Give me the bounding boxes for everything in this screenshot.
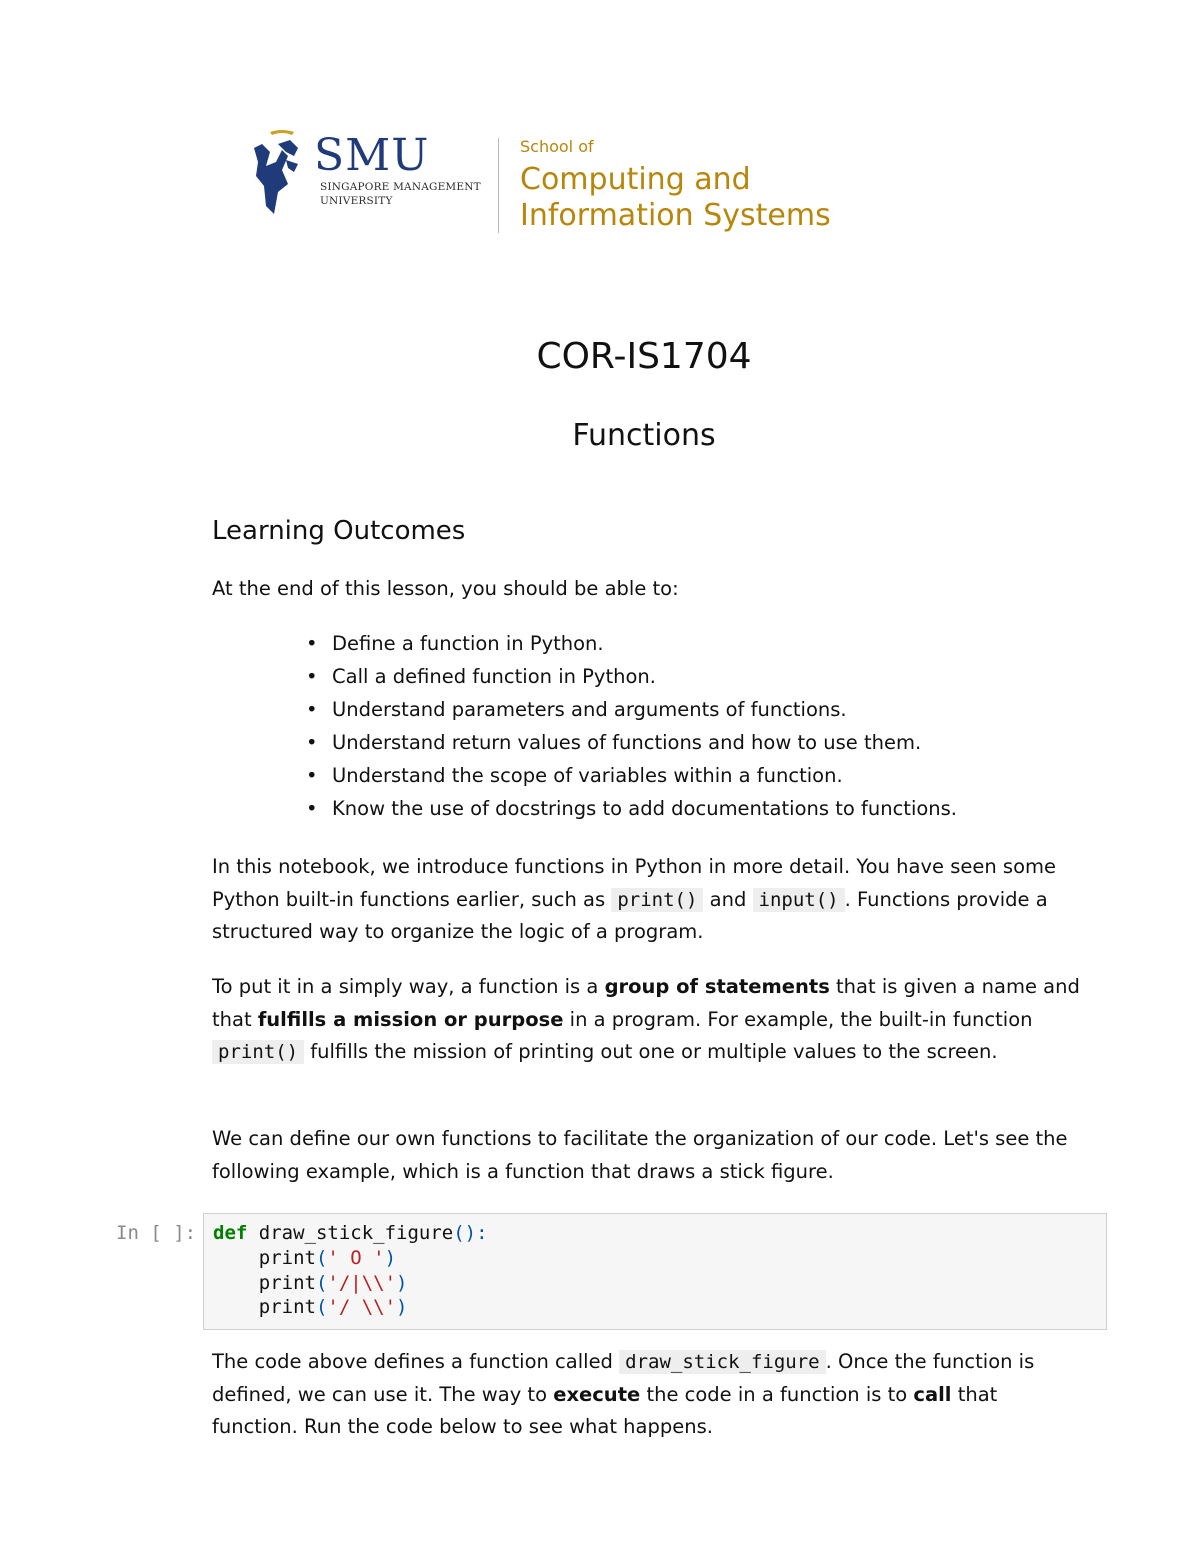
paragraph-calling-function: The code above defines a function called draw_stick_figure . Once the function is defined, we can use it. The way to execute the code in a function is to call that function. Run the code below to see what happens.	[212, 1350, 1035, 1438]
list-item: • Understand parameters and arguments of functions.	[300, 693, 957, 726]
code-line-1: def draw_stick_figure():	[213, 1222, 488, 1244]
list-item: • Call a defined function in Python.	[300, 660, 957, 693]
topic-title: Functions	[572, 418, 716, 453]
code-line-3: print('/|\\')	[213, 1272, 408, 1294]
paragraph-intro-functions: In this notebook, we introduce functions in Python in more detail. You have seen some Python built-in functions earlier, such as print() and input() . Functions provide a structured way to organize the logic of a program.	[212, 855, 1057, 943]
inline-code-print: print()	[611, 888, 703, 912]
list-item: • Know the use of docstrings to add documentations to functions.	[300, 792, 957, 825]
paragraph-function-definition: To put it in a simply way, a function is a group of statements that is given a name and that fulfills a mission or purpose in a program. For example, the built-in function print() fulfills the mission of printing out one or multiple values to the screen.	[212, 975, 1080, 1063]
list-item: • Understand the scope of variables within a function.	[300, 759, 957, 792]
logo-divider	[498, 138, 499, 233]
logo-banner	[248, 118, 848, 238]
code-line-4: print('/ \\')	[213, 1296, 408, 1318]
paragraph-own-functions: We can define our own functions to facilitate the organization of our code. Let's see the following example, which is a function that draws a stick figure.	[212, 1127, 1068, 1183]
bold-group-of-statements: group of statements	[604, 975, 830, 998]
list-item: • Define a function in Python.	[300, 627, 957, 660]
smu-wordmark: SMU	[314, 130, 430, 181]
course-code-title: COR-IS1704	[536, 336, 752, 377]
bold-execute: execute	[553, 1382, 641, 1406]
code-cell[interactable]	[203, 1213, 1107, 1330]
smu-subtitle-line2: UNIVERSITY	[320, 195, 393, 207]
school-of-label: School of	[520, 137, 594, 156]
learning-outcomes-list	[300, 627, 957, 825]
smu-lion-logo-icon	[248, 126, 308, 220]
cell-prompt: In [ ]:	[116, 1222, 197, 1244]
learning-intro: At the end of this lesson, you should be able to:	[212, 577, 679, 600]
school-name-line2: Information Systems	[520, 198, 831, 233]
school-name-line1: Computing and	[520, 162, 751, 197]
smu-subtitle-line1: SINGAPORE MANAGEMENT	[320, 181, 481, 193]
inline-code-print: print()	[212, 1040, 304, 1064]
bold-call: call	[913, 1382, 952, 1406]
code-line-2: print(' O ')	[213, 1247, 397, 1269]
inline-code-draw-stick-figure: draw_stick_figure	[619, 1350, 825, 1374]
bold-mission: fulfills a mission or purpose	[257, 1007, 564, 1031]
learning-outcomes-heading: Learning Outcomes	[212, 516, 466, 546]
list-item: • Understand return values of functions and how to use them.	[300, 726, 957, 759]
inline-code-input: input()	[753, 888, 845, 912]
